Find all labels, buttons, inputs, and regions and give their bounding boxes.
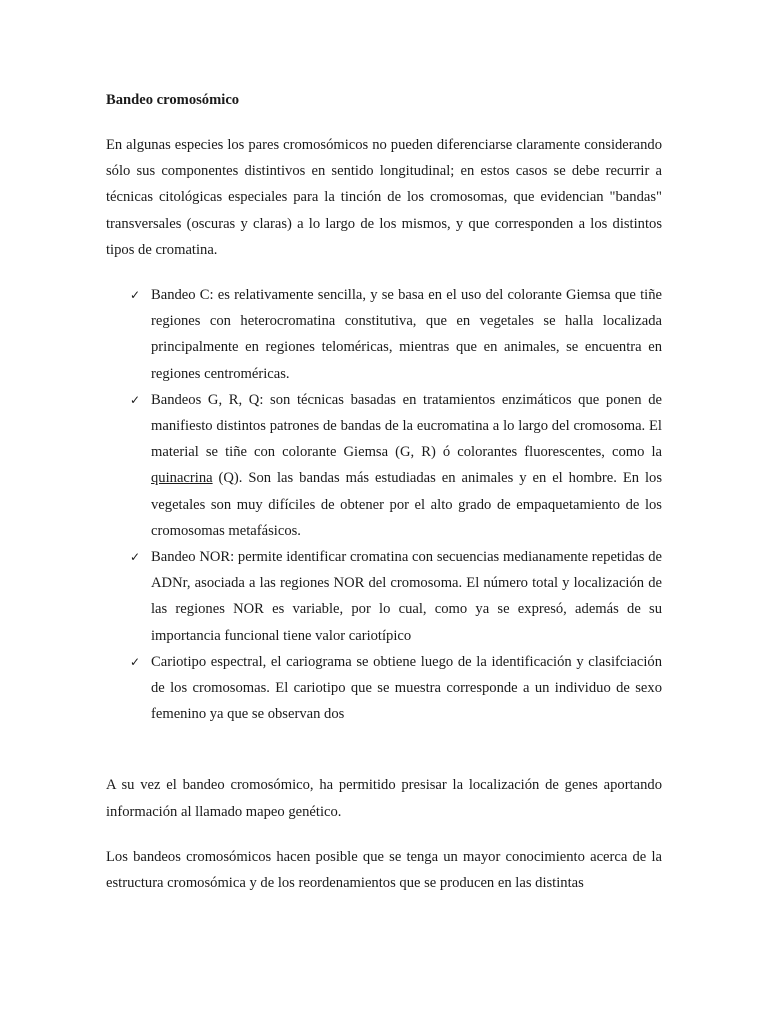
document-title: Bandeo cromosómico (106, 92, 240, 108)
list-item (106, 282, 662, 387)
list-item-text: Bandeo C: es relativamente sencilla, y se basa en el uso del colorante Giemsa que tiñe regiones con heterocromatina constitutiva, que en vegetales se halla localizada principalmente en regiones teloméricas, mientras que en animales, se encuentra en regiones centroméricas. (151, 287, 662, 382)
rearrangements-paragraph: Los bandeos cromosómicos hacen posible que se tenga un mayor conocimiento acerca de la estructura cromosómica y de los reordenamientos que se producen en las distintas (106, 848, 662, 892)
banding-list (106, 282, 662, 727)
document-page (106, 87, 662, 896)
list-item (106, 544, 662, 649)
list-item (106, 387, 662, 544)
check-icon: ✓ (130, 392, 141, 407)
check-icon: ✓ (130, 550, 141, 565)
check-icon: ✓ (130, 288, 141, 303)
mapping-paragraph: A su vez el bandeo cromosómico, ha permitido presisar la localización de genes aportando información al llamado mapeo genético. (106, 777, 662, 820)
intro-paragraph: En algunas especies los pares cromosómicos no pueden diferenciarse claramente considerando sólo sus componentes distintivos en sentido longitudinal; en estos casos se debe recurrir a técnicas citológicas especiales para la tinción de los cromosomas, que evidencian "bandas" transversales (oscuras y claras) a lo largo de los mismos, y que corresponden a los distintos tipos de cromatina. (106, 137, 662, 258)
check-icon: ✓ (130, 654, 141, 669)
list-item (106, 649, 662, 728)
list-item-text: Cariotipo espectral, el cariograma se obtiene luego de la identificación y clasifciación de los cromosomas. El cariotipo que se muestra corresponde a un individuo de sexo femenino ya que se observan dos (151, 653, 662, 723)
list-item-text: (Q). Son las bandas más estudiadas en animales y en el hombre. En los vegetales son muy difíciles de obtener por el alto grado de empaquetamiento de los cromosomas metafásicos. (151, 470, 662, 539)
list-item-text: Bandeo NOR: permite identificar cromatina con secuencias medianamente repetidas de ADNr, asociada a las regiones NOR del cromosoma. El número total y localización de las regiones NOR es variable, por lo cual, como ya se expresó, además de su importancia funcional tiene valor cariotípico (151, 549, 662, 644)
quinacrina-link[interactable]: quinacrina (151, 470, 213, 487)
list-item-text: Bandeos G, R, Q: son técnicas basadas en tratamientos enzimáticos que ponen de manifiesto distintos patrones de bandas de la eucromatina a lo largo del cromosoma. El material se tiñe con colorante Giemsa (G, R) ó colorantes fluorescentes, como la (151, 391, 662, 461)
